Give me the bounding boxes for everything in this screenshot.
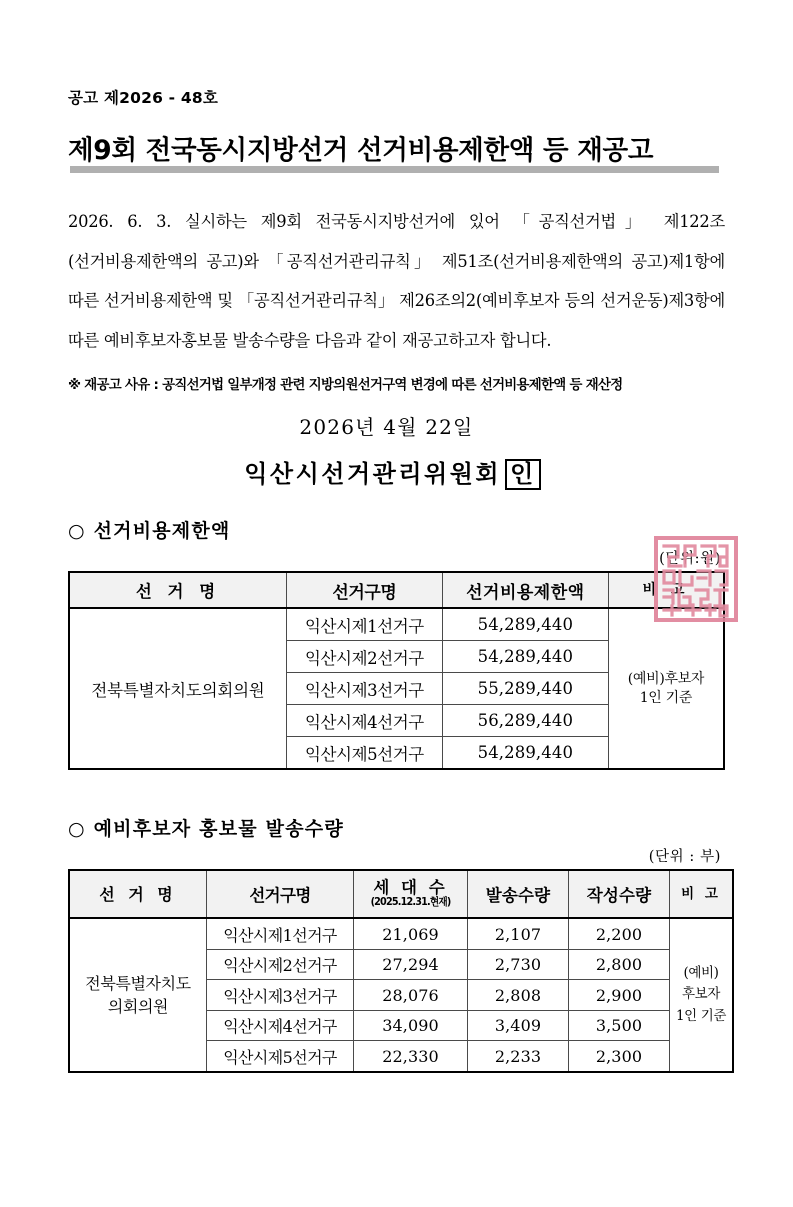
title-block	[68, 136, 725, 166]
cell-households: 22,330	[354, 1041, 468, 1072]
col-header-remark: 비 고	[608, 572, 724, 608]
title-underline-bar	[70, 166, 719, 173]
remark-line-2: 1인 기준	[639, 689, 693, 706]
households-header-sub: (2025.12.31.현재)	[370, 896, 451, 909]
cell-send-quantity: 3,409	[468, 1010, 569, 1041]
body-paragraph	[68, 202, 725, 360]
col-header-cost-limit: 선거비용제한액	[442, 572, 608, 608]
reissue-reason-note: ※ 재공고 사유 : 공직선거법 일부개정 관련 지방의원선거구역 변경에 따른 선거비용제한액 등 재산정	[68, 377, 623, 394]
body-paragraph-text: 2026. 6. 3. 실시하는 제9회 전국동시지방선거에 있어 「공직선거법」 제122조(선거비용제한액의 공고)와 「공직선거관리규칙」 제51조(선거비용제한액의 공고)제1항에 따른 선거비용제한액 및 「공직선거관리규칙」 제26조의2(예비후보자 등의 선거운동)제3항에 따른 예비후보자홍보물 발송수량을 다음과 같이 재공고하고자 합니다.	[68, 212, 725, 350]
document-page	[0, 86, 793, 1207]
col-header-make-quantity: 작성수량	[569, 870, 670, 918]
cell-election-name: 전북특별자치도의회의원	[69, 608, 286, 769]
cell-remark	[670, 918, 734, 1072]
col-header-election-name: 선 거 명	[69, 572, 286, 608]
cell-district: 익산시제2선거구	[286, 641, 442, 673]
table-cost-limit	[68, 571, 725, 770]
cell-amount: 56,289,440	[442, 705, 608, 737]
cell-send-quantity: 2,730	[468, 949, 569, 980]
cell-send-quantity: 2,233	[468, 1041, 569, 1072]
col-header-remark: 비 고	[670, 870, 734, 918]
cell-district: 익산시제4선거구	[286, 705, 442, 737]
remark-line-1: (예비)	[683, 964, 719, 981]
table-mailing-quantity	[68, 869, 734, 1073]
cell-amount: 54,289,440	[442, 737, 608, 770]
announcement-number: 공고 제2026 - 48호	[68, 89, 219, 107]
election-name-line-1: 전북특별자치도	[85, 973, 191, 993]
col-header-district: 선거구명	[207, 870, 354, 918]
cell-district: 익산시제4선거구	[207, 1010, 354, 1041]
cell-households: 34,090	[354, 1010, 468, 1041]
table-row	[69, 608, 724, 641]
official-seal-stamp	[653, 535, 739, 623]
unit-label-cost: (단위:원)	[659, 551, 721, 568]
cell-remark	[608, 608, 724, 769]
cell-amount: 54,289,440	[442, 608, 608, 641]
remark-line-2: 후보자	[682, 986, 720, 1003]
table-header-row	[69, 572, 724, 608]
section-heading-mailing-quantity: ○ 예비후보자 홍보물 발송수량	[68, 818, 344, 841]
issuer-line	[68, 454, 725, 490]
cell-amount: 55,289,440	[442, 673, 608, 705]
issuer-name: 익산시선거관리위원회	[244, 459, 502, 489]
col-header-district: 선거구명	[286, 572, 442, 608]
table-row	[69, 918, 733, 949]
remark-line-3: 1인 기준	[675, 1007, 726, 1024]
unit-label-mail: (단위 : 부)	[648, 849, 721, 866]
households-header-main: 세 대 수	[373, 877, 448, 897]
cell-district: 익산시제1선거구	[207, 918, 354, 949]
section-heading-cost-limit: ○ 선거비용제한액	[68, 520, 231, 543]
cell-households: 21,069	[354, 918, 468, 949]
table-header-row	[69, 870, 733, 918]
cell-households: 27,294	[354, 949, 468, 980]
col-header-election-name: 선 거 명	[69, 870, 207, 918]
cell-make-quantity: 2,200	[569, 918, 670, 949]
issue-date: 2026년 4월 22일	[299, 415, 474, 440]
cell-make-quantity: 3,500	[569, 1010, 670, 1041]
cell-election-name	[69, 918, 207, 1072]
cell-make-quantity: 2,300	[569, 1041, 670, 1072]
cell-send-quantity: 2,107	[468, 918, 569, 949]
seal-mark-box: 인	[505, 459, 541, 490]
cell-district: 익산시제2선거구	[207, 949, 354, 980]
cell-district: 익산시제5선거구	[286, 737, 442, 770]
cell-district: 익산시제1선거구	[286, 608, 442, 641]
remark-line-1: (예비)후보자	[627, 671, 705, 688]
cell-make-quantity: 2,900	[569, 980, 670, 1011]
col-header-households	[354, 870, 468, 918]
cell-amount: 54,289,440	[442, 641, 608, 673]
election-name-line-2: 의회의원	[107, 997, 169, 1017]
cell-households: 28,076	[354, 980, 468, 1011]
cell-send-quantity: 2,808	[468, 980, 569, 1011]
col-header-send-quantity: 발송수량	[468, 870, 569, 918]
cell-district: 익산시제3선거구	[286, 673, 442, 705]
cell-district: 익산시제3선거구	[207, 980, 354, 1011]
cell-make-quantity: 2,800	[569, 949, 670, 980]
cell-district: 익산시제5선거구	[207, 1041, 354, 1072]
page-title: 제9회 전국동시지방선거 선거비용제한액 등 재공고	[68, 135, 654, 166]
